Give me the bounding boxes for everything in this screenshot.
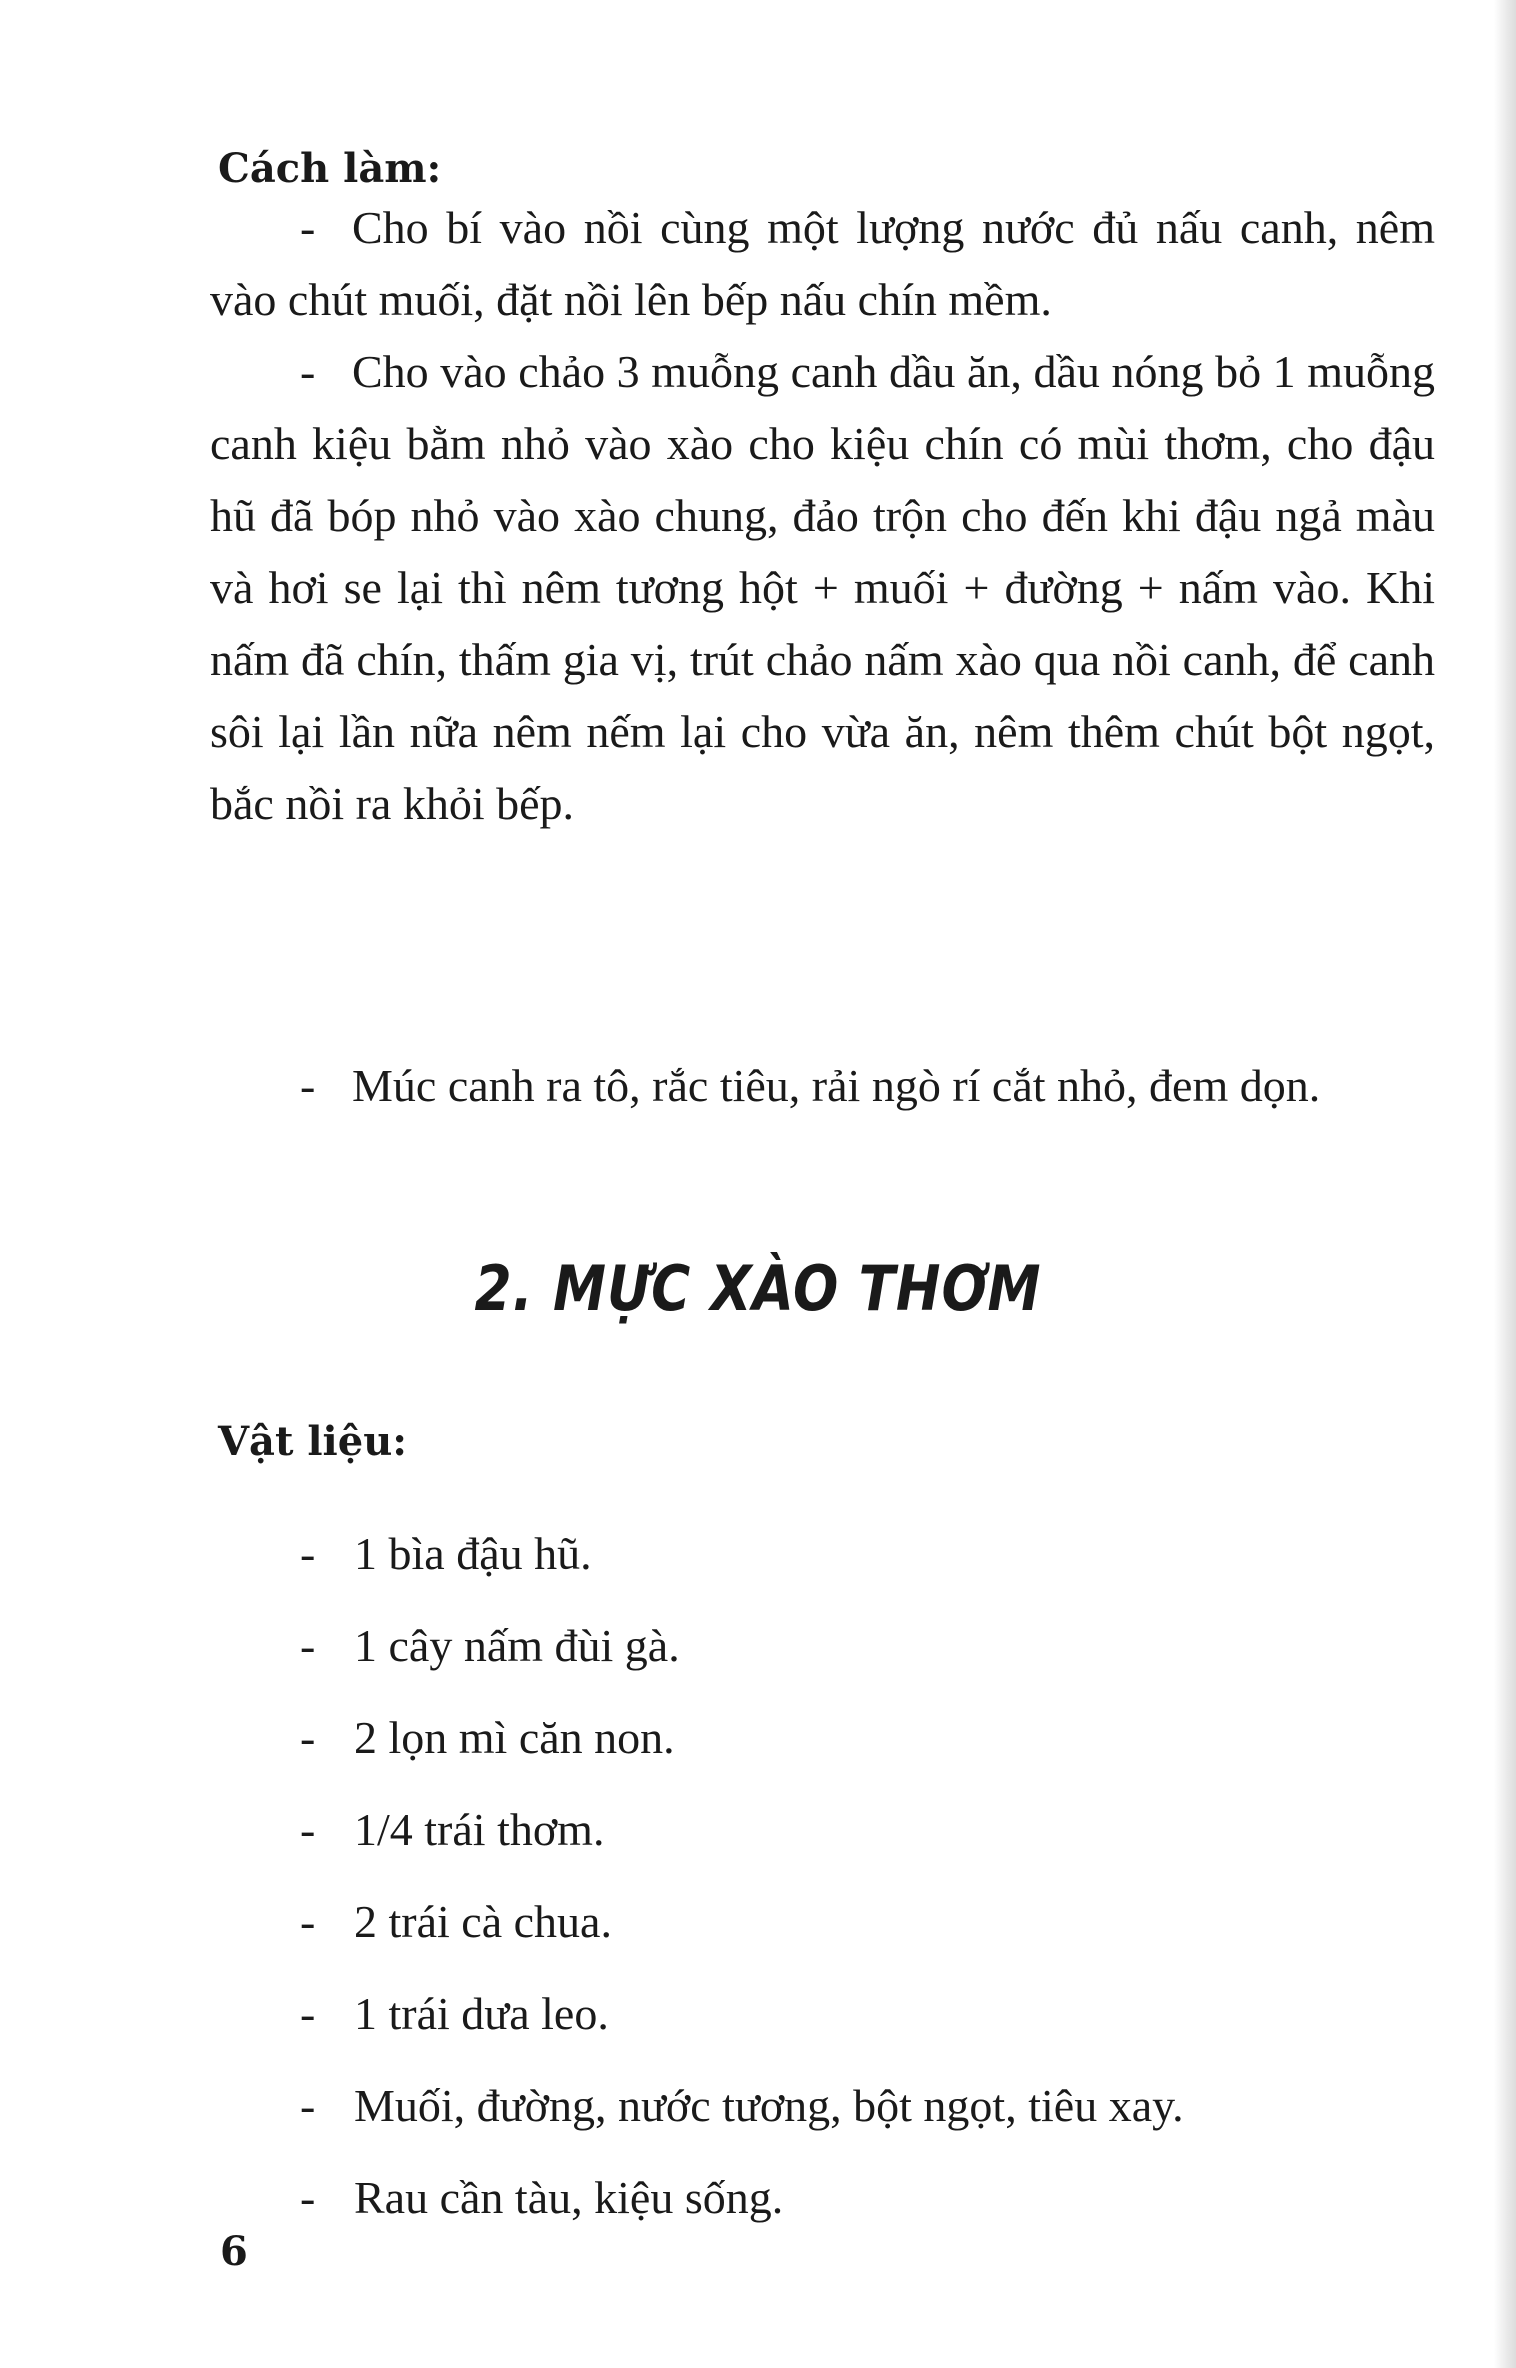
list-item: - Muối, đường, nước tương, bột ngọt, tiêu xay. [300, 2060, 1184, 2152]
bullet-dash: - [300, 1988, 316, 2039]
instruction-text: Cho vào chảo 3 muỗng canh dầu ăn, dầu nóng bỏ 1 muỗng canh kiệu bằm nhỏ vào xào cho kiệu chín có mùi thơm, cho đậu hũ đã bóp nhỏ vào xào chung, đảo trộn cho đến khi đậu ngả màu và hơi se lại thì nêm tương hột + muối + đường + nấm vào. Khi nấm đã chín, thấm gia vị, trút chảo nấm xào qua nồi canh, để canh sôi lại lần nữa nêm nếm lại cho vừa ăn, nêm thêm chút bột ngọt, bắc nồi ra khỏi bếp. [210, 346, 1435, 829]
bullet-dash: - [300, 1060, 316, 1111]
recipe-title: 2. MỰC XÀO THƠM [474, 1252, 1042, 1325]
bullet-dash: - [300, 1528, 316, 1579]
ingredients-heading: Vật liệu: [218, 1418, 408, 1465]
bullet-dash: - [300, 2080, 316, 2131]
bullet-dash: - [300, 1896, 316, 1947]
list-item: - 1 cây nấm đùi gà. [300, 1600, 1184, 1692]
bullet-dash: - [300, 202, 316, 253]
list-item: - 1 bìa đậu hũ. [300, 1508, 1184, 1600]
bullet-dash: - [300, 2172, 316, 2223]
instruction-paragraph-1 [210, 192, 1435, 336]
bullet-dash: - [300, 1620, 316, 1671]
instruction-text: Cho bí vào nồi cùng một lượng nước đủ nấu canh, nêm vào chút muối, đặt nồi lên bếp nấu chín mềm. [210, 202, 1435, 325]
bullet-dash: - [300, 1804, 316, 1855]
instruction-paragraph-3 [210, 1050, 1435, 1122]
bullet-dash: - [300, 1712, 316, 1763]
list-item: - 2 lọn mì căn non. [300, 1692, 1184, 1784]
instruction-text: Múc canh ra tô, rắc tiêu, rải ngò rí cắt nhỏ, đem dọn. [352, 1060, 1321, 1111]
page-number: 6 [220, 2228, 248, 2275]
bullet-dash: - [300, 346, 316, 397]
page-edge-shadow [1494, 0, 1516, 2368]
list-item: - 1/4 trái thơm. [300, 1784, 1184, 1876]
list-item: - 2 trái cà chua. [300, 1876, 1184, 1968]
list-item: - 1 trái dưa leo. [300, 1968, 1184, 2060]
instruction-paragraph-2 [210, 336, 1435, 840]
list-item: - Rau cần tàu, kiệu sống. [300, 2152, 1184, 2244]
ingredients-list [300, 1508, 1184, 2244]
cach-lam-heading: Cách làm: [218, 145, 442, 192]
